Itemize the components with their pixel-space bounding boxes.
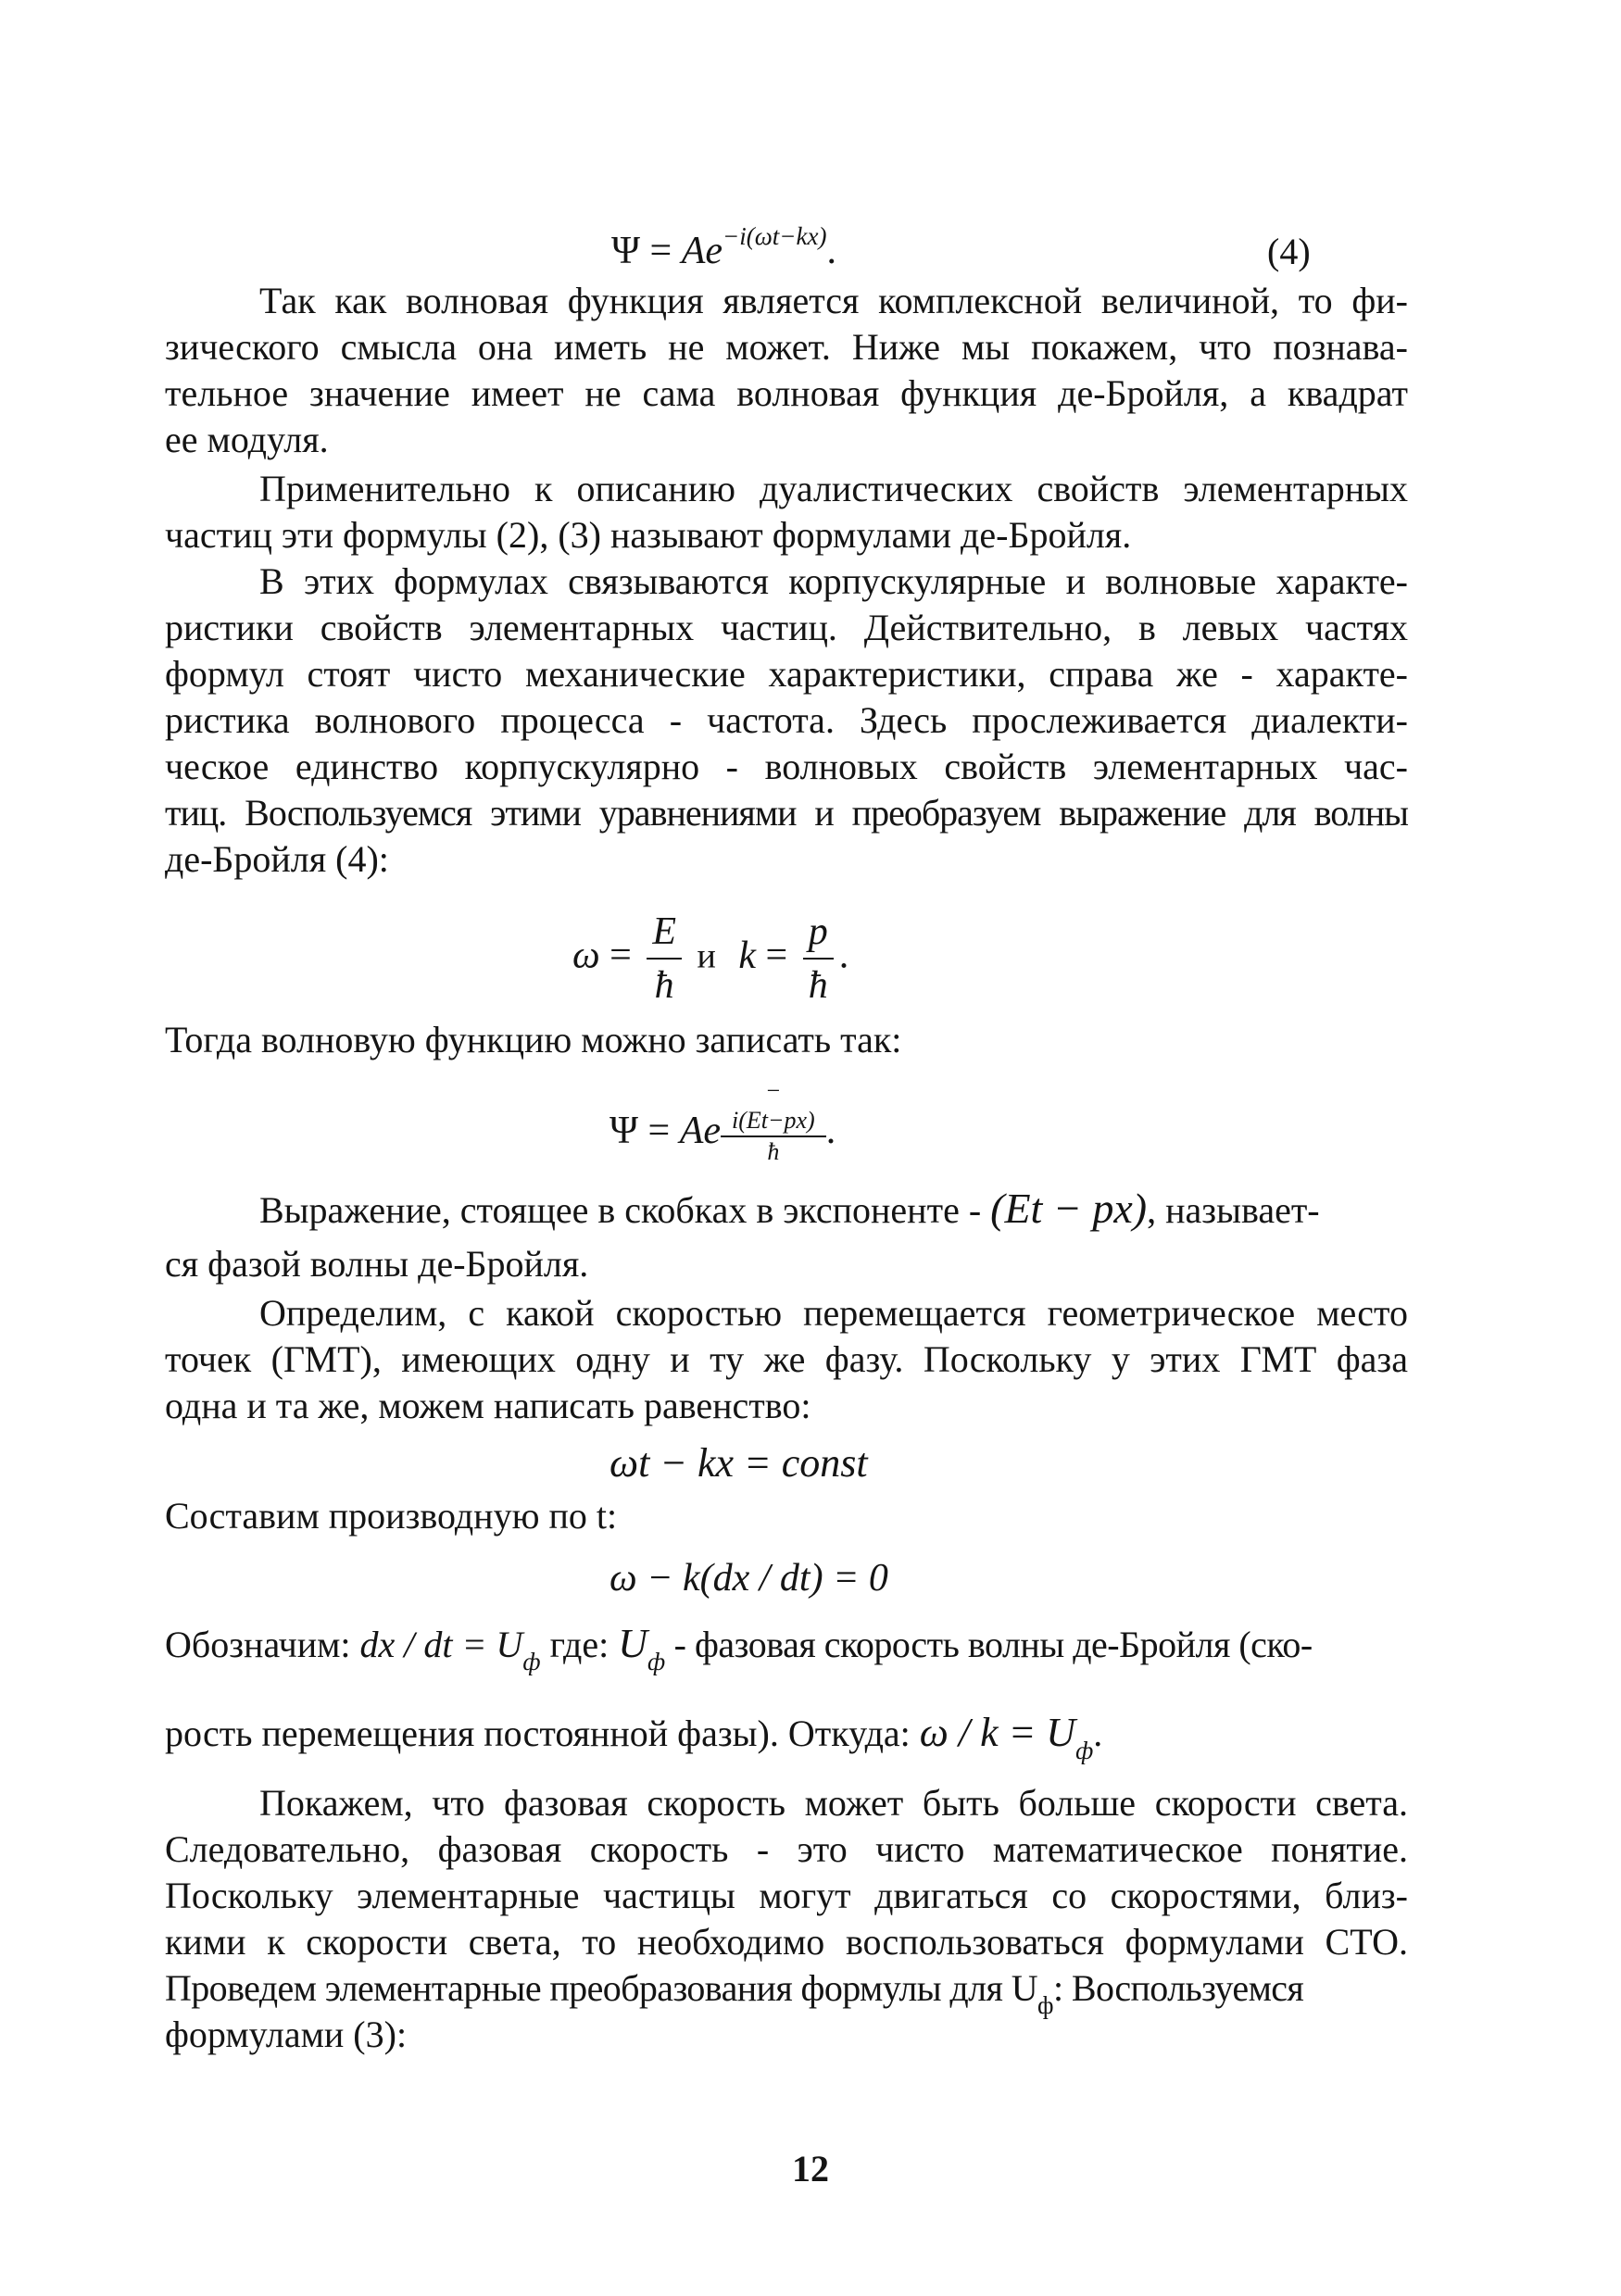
para2-line: Применительно к описанию дуалистических свойств элементарных bbox=[259, 468, 1408, 509]
para3-line: де-Бройля (4): bbox=[165, 838, 389, 880]
para6-line: Следовательно, фазовая скорость - это чисто математическое понятие. bbox=[165, 1828, 1408, 1870]
fraction-e-hbar: $\frac{E}{ħ}$ bbox=[647, 906, 682, 1011]
para5-line: Определим, с какой скоростью перемещается геометрическое место bbox=[259, 1292, 1408, 1334]
notation-line: рость перемещения постоянной фазы). Откуда: $\omega / k = U_ф$. bbox=[165, 1710, 1103, 1764]
para3-line: В этих формулах связываются корпускулярные и волновые характе- bbox=[259, 560, 1408, 602]
para6-line: Покажем, что фазовая скорость может быть больше скорости света. bbox=[259, 1782, 1408, 1824]
para1-line: тельное значение имеет не сама волновая функция де-Бройля, а квадрат bbox=[165, 372, 1408, 414]
para5-line: точек (ГМТ), имеющих одну и ту же фазу. Поскольку у этих ГМТ фаза bbox=[165, 1338, 1408, 1380]
para3-line: ческое единство корпускулярно - волновых свойств элементарных час- bbox=[165, 746, 1408, 787]
para1-line: Так как волновая функция является комплексной величиной, то фи- bbox=[259, 280, 1408, 321]
notation-line: Обозначим: dx / dt = $U_ф$ где: $U_ф$ - фазовая скорость волны де-Бройля (ско- bbox=[165, 1621, 1313, 1675]
para6-line: формулами (3): bbox=[165, 2014, 408, 2055]
para3-line: формул стоят чисто механические характеристики, справа же - характе- bbox=[165, 653, 1408, 695]
para6-line: Проведем элементарные преобразования формулы для $U_ф$: Воспользуемся bbox=[165, 1967, 1304, 2019]
exponent-fraction: − i(Et−px) ħ bbox=[721, 1076, 826, 1167]
fraction-p-hbar: $\frac{p}{ħ}$ bbox=[803, 906, 834, 1011]
equation-omega-k: ω = $\frac{E}{ħ}$ и k = $\frac{p}{ħ}$ . bbox=[572, 906, 848, 1011]
para6-line: Поскольку элементарные частицы могут двигаться со скоростями, близ- bbox=[165, 1875, 1408, 1916]
equation-psi-energy: Ψ = Ae − i(Et−px) ħ . bbox=[609, 1077, 836, 1165]
equation-4: $\Psi = Ae^{-i(\omega t-kx)}$. bbox=[611, 222, 836, 272]
equation-number: (4) bbox=[1267, 231, 1311, 272]
equation-derivative: ω − k(dx / dt) = 0 bbox=[609, 1557, 888, 1600]
para3-line: тиц. Воспользуемся этими уравнениями и преобразуем выражение для волны bbox=[165, 792, 1408, 834]
para1-line: ее модуля. bbox=[165, 419, 329, 460]
psi-symbol: Ψ bbox=[611, 230, 640, 272]
para5-line: одна и та же, можем написать равенство: bbox=[165, 1385, 811, 1426]
equation-const-phase: ωt − kx = const bbox=[609, 1440, 868, 1486]
para3-line: ристика волнового процесса - частота. Здесь прослеживается диалекти- bbox=[165, 699, 1408, 741]
para2-line: частиц эти формулы (2), (3) называют формулами де-Бройля. bbox=[165, 514, 1132, 556]
para3-line: ристики свойств элементарных частиц. Действительно, в левых частях bbox=[165, 607, 1408, 648]
psi-intro-text: Тогда волновую функцию можно записать так: bbox=[165, 1019, 902, 1060]
page-number: 12 bbox=[792, 2148, 829, 2189]
para4-line: ся фазой волны де-Бройля. bbox=[165, 1243, 589, 1285]
para4-line: Выражение, стоящее в скобках в экспоненте - (Et − px), называет- bbox=[259, 1185, 1320, 1232]
para1-line: зического смысла она иметь не может. Ниже мы покажем, что познава- bbox=[165, 326, 1408, 368]
derivative-intro-text: Составим производную по t: bbox=[165, 1495, 618, 1537]
para6-line: кими к скорости света, то необходимо воспользоваться формулами СТО. bbox=[165, 1921, 1408, 1963]
